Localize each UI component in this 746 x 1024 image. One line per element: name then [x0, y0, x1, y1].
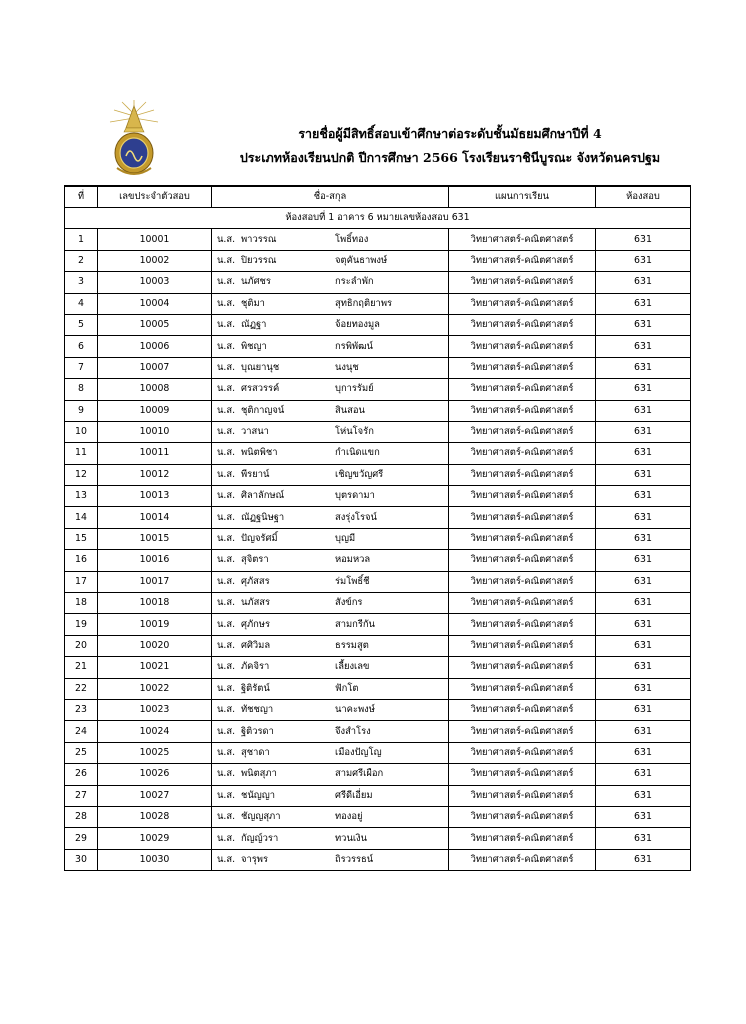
document-subtitle: ประเภทห้องเรียนปกติ ปีการศึกษา 2566 โรงเรียนราชินีบูรณะ จังหวัดนครปฐม [239, 150, 661, 165]
cell-no: 24 [65, 721, 98, 742]
first-name: ปิยวรรณ [241, 254, 277, 266]
name-prefix: น.ส. [217, 575, 236, 587]
table-row [65, 785, 691, 806]
table-row [65, 336, 691, 357]
cell-study-plan: วิทยาศาสตร์-คณิตศาสตร์ [449, 764, 596, 785]
name-prefix: น.ส. [217, 554, 236, 566]
table-row [65, 357, 691, 378]
table-row [65, 250, 691, 271]
first-name: ชัญญสุภา [241, 811, 281, 823]
last-name: ทวนเงิน [335, 832, 368, 844]
table-row [65, 764, 691, 785]
last-name: บุตรดามา [335, 490, 375, 502]
last-name: สุทธิกฤติยาพร [335, 297, 393, 309]
column-header-no: ที่ [65, 186, 98, 208]
last-name: สงรุ่งโรจน์ [335, 511, 377, 523]
last-name: จึงสำโรง [335, 725, 371, 737]
last-name: จ้อยทองมูล [335, 319, 380, 331]
cell-exam-room: 631 [596, 571, 691, 592]
cell-exam-id: 10011 [98, 443, 212, 464]
cell-exam-room: 631 [596, 486, 691, 507]
cell-no: 5 [65, 314, 98, 335]
table-row [65, 486, 691, 507]
cell-study-plan: วิทยาศาสตร์-คณิตศาสตร์ [449, 699, 596, 720]
last-name: กำเนิดแขก [335, 447, 380, 459]
section-title: ห้องสอบที่ 1 อาคาร 6 หมายเลขห้องสอบ 631 [65, 208, 691, 229]
name-prefix: น.ส. [217, 490, 236, 502]
name-prefix: น.ส. [217, 340, 236, 352]
cell-exam-id: 10001 [98, 229, 212, 250]
table-row [65, 443, 691, 464]
cell-study-plan: วิทยาศาสตร์-คณิตศาสตร์ [449, 828, 596, 849]
cell-study-plan: วิทยาศาสตร์-คณิตศาสตร์ [449, 528, 596, 549]
first-name: วาสนา [241, 426, 269, 438]
cell-exam-id: 10028 [98, 806, 212, 827]
cell-name [212, 678, 449, 699]
cell-name [212, 764, 449, 785]
cell-no: 10 [65, 421, 98, 442]
cell-exam-room: 631 [596, 250, 691, 271]
applicant-table [64, 185, 691, 871]
cell-name [212, 571, 449, 592]
name-prefix: น.ส. [217, 832, 236, 844]
first-name: จารุพร [241, 853, 269, 865]
cell-name [212, 785, 449, 806]
table-row [65, 272, 691, 293]
table-row [65, 293, 691, 314]
table-row [65, 699, 691, 720]
last-name: ถิรวรรธน์ [335, 853, 374, 865]
name-prefix: น.ส. [217, 468, 236, 480]
cell-no: 29 [65, 828, 98, 849]
last-name: นาคะพงษ์ [335, 704, 375, 716]
cell-no: 28 [65, 806, 98, 827]
cell-no: 26 [65, 764, 98, 785]
first-name: นภัศชร [241, 276, 271, 288]
last-name: บุการรัมย์ [335, 383, 374, 395]
cell-study-plan: วิทยาศาสตร์-คณิตศาสตร์ [449, 421, 596, 442]
cell-exam-room: 631 [596, 614, 691, 635]
first-name: ชุติกาญจน์ [241, 404, 285, 416]
cell-no: 23 [65, 699, 98, 720]
name-prefix: น.ส. [217, 447, 236, 459]
column-header-exam-id: เลขประจำตัวสอบ [98, 186, 212, 208]
cell-no: 21 [65, 657, 98, 678]
cell-name [212, 699, 449, 720]
cell-exam-room: 631 [596, 357, 691, 378]
name-prefix: น.ส. [217, 254, 236, 266]
cell-no: 6 [65, 336, 98, 357]
cell-exam-room: 631 [596, 421, 691, 442]
cell-study-plan: วิทยาศาสตร์-คณิตศาสตร์ [449, 336, 596, 357]
table-row [65, 806, 691, 827]
cell-no: 22 [65, 678, 98, 699]
first-name: ฐิติวรดา [241, 725, 274, 737]
cell-exam-room: 631 [596, 229, 691, 250]
cell-exam-id: 10013 [98, 486, 212, 507]
cell-exam-room: 631 [596, 806, 691, 827]
cell-exam-room: 631 [596, 528, 691, 549]
cell-no: 20 [65, 635, 98, 656]
first-name: ชนัญญา [241, 789, 276, 801]
cell-study-plan: วิทยาศาสตร์-คณิตศาสตร์ [449, 657, 596, 678]
cell-exam-id: 10016 [98, 550, 212, 571]
cell-exam-room: 631 [596, 464, 691, 485]
first-name: ภัคจิรา [241, 661, 270, 673]
cell-exam-id: 10025 [98, 742, 212, 763]
name-prefix: น.ส. [217, 661, 236, 673]
last-name: ฟักโต [335, 682, 359, 694]
name-prefix: น.ส. [217, 319, 236, 331]
cell-name [212, 593, 449, 614]
last-name: หอมหวล [335, 554, 371, 566]
first-name: ณัฏฐนิษฐา [241, 511, 285, 523]
last-name: เลี้ยงเลข [335, 661, 370, 673]
cell-exam-id: 10019 [98, 614, 212, 635]
first-name: ศุภัสสร [241, 575, 270, 587]
cell-no: 11 [65, 443, 98, 464]
cell-exam-id: 10008 [98, 379, 212, 400]
cell-name [212, 443, 449, 464]
cell-name [212, 828, 449, 849]
last-name: ศรีดีเอี่ยม [335, 789, 373, 801]
cell-exam-id: 10002 [98, 250, 212, 271]
cell-exam-room: 631 [596, 657, 691, 678]
cell-no: 18 [65, 593, 98, 614]
name-prefix: น.ส. [217, 811, 236, 823]
cell-exam-room: 631 [596, 593, 691, 614]
cell-no: 27 [65, 785, 98, 806]
cell-exam-room: 631 [596, 721, 691, 742]
cell-study-plan: วิทยาศาสตร์-คณิตศาสตร์ [449, 635, 596, 656]
cell-study-plan: วิทยาศาสตร์-คณิตศาสตร์ [449, 314, 596, 335]
last-name: เชิญขวัญศรี [335, 468, 384, 480]
cell-exam-id: 10030 [98, 849, 212, 870]
cell-exam-id: 10020 [98, 635, 212, 656]
first-name: พนิตพิชา [241, 447, 278, 459]
table-row [65, 849, 691, 870]
last-name: สินสอน [335, 404, 365, 416]
cell-exam-room: 631 [596, 785, 691, 806]
cell-exam-id: 10029 [98, 828, 212, 849]
cell-exam-id: 10027 [98, 785, 212, 806]
cell-name [212, 721, 449, 742]
first-name: ศศิวิมล [241, 640, 271, 651]
cell-study-plan: วิทยาศาสตร์-คณิตศาสตร์ [449, 250, 596, 271]
table-header-row [65, 186, 691, 208]
table-row [65, 229, 691, 250]
table-row [65, 379, 691, 400]
table-row [65, 550, 691, 571]
document-title: รายชื่อผู้มีสิทธิ์สอบเข้าศึกษาต่อระดับชั้นมัธยมศึกษาปีที่ 4 [298, 126, 602, 141]
first-name: ชุติมา [241, 297, 265, 309]
table-row [65, 593, 691, 614]
first-name: ณัฏฐา [241, 319, 267, 331]
cell-exam-id: 10006 [98, 336, 212, 357]
name-prefix: น.ส. [217, 725, 236, 737]
cell-no: 1 [65, 229, 98, 250]
cell-no: 3 [65, 272, 98, 293]
name-prefix: น.ส. [217, 789, 236, 801]
cell-exam-id: 10017 [98, 571, 212, 592]
cell-exam-room: 631 [596, 314, 691, 335]
cell-name [212, 614, 449, 635]
cell-exam-room: 631 [596, 400, 691, 421]
cell-no: 13 [65, 486, 98, 507]
cell-study-plan: วิทยาศาสตร์-คณิตศาสตร์ [449, 742, 596, 763]
first-name: พิชญา [241, 340, 267, 352]
cell-exam-room: 631 [596, 272, 691, 293]
cell-exam-id: 10015 [98, 528, 212, 549]
first-name: นภัสสร [241, 597, 271, 609]
cell-exam-id: 10007 [98, 357, 212, 378]
cell-exam-room: 631 [596, 699, 691, 720]
cell-exam-room: 631 [596, 635, 691, 656]
cell-exam-id: 10009 [98, 400, 212, 421]
table-row [65, 828, 691, 849]
cell-exam-id: 10004 [98, 293, 212, 314]
name-prefix: น.ส. [217, 233, 236, 245]
cell-name [212, 336, 449, 357]
cell-exam-room: 631 [596, 293, 691, 314]
cell-exam-room: 631 [596, 336, 691, 357]
name-prefix: น.ส. [217, 426, 236, 438]
cell-study-plan: วิทยาศาสตร์-คณิตศาสตร์ [449, 571, 596, 592]
cell-study-plan: วิทยาศาสตร์-คณิตศาสตร์ [449, 593, 596, 614]
last-name: สามศรีเผือก [335, 768, 384, 780]
cell-exam-room: 631 [596, 764, 691, 785]
name-prefix: น.ส. [217, 276, 236, 288]
name-prefix: น.ส. [217, 597, 236, 609]
cell-name [212, 357, 449, 378]
column-header-study-plan: แผนการเรียน [449, 186, 596, 208]
cell-study-plan: วิทยาศาสตร์-คณิตศาสตร์ [449, 550, 596, 571]
cell-name [212, 742, 449, 763]
last-name: ทองอยู่ [335, 811, 363, 823]
cell-study-plan: วิทยาศาสตร์-คณิตศาสตร์ [449, 614, 596, 635]
last-name: ธรรมสูต [335, 640, 369, 651]
cell-exam-room: 631 [596, 550, 691, 571]
name-prefix: น.ส. [217, 768, 236, 780]
cell-name [212, 528, 449, 549]
cell-study-plan: วิทยาศาสตร์-คณิตศาสตร์ [449, 293, 596, 314]
table-row [65, 657, 691, 678]
last-name: โห่นโจรัก [335, 426, 374, 438]
cell-no: 15 [65, 528, 98, 549]
cell-name [212, 421, 449, 442]
cell-exam-id: 10005 [98, 314, 212, 335]
table-row [65, 507, 691, 528]
last-name: นงนุช [335, 361, 359, 373]
cell-exam-room: 631 [596, 828, 691, 849]
name-prefix: น.ส. [217, 511, 236, 523]
cell-no: 19 [65, 614, 98, 635]
cell-study-plan: วิทยาศาสตร์-คณิตศาสตร์ [449, 272, 596, 293]
table-row [65, 400, 691, 421]
name-prefix: น.ส. [217, 853, 236, 865]
cell-no: 16 [65, 550, 98, 571]
last-name: สังข์กร [335, 597, 363, 609]
cell-no: 14 [65, 507, 98, 528]
cell-exam-id: 10012 [98, 464, 212, 485]
cell-exam-id: 10003 [98, 272, 212, 293]
cell-study-plan: วิทยาศาสตร์-คณิตศาสตร์ [449, 806, 596, 827]
cell-exam-id: 10022 [98, 678, 212, 699]
name-prefix: น.ส. [217, 704, 236, 716]
cell-name [212, 379, 449, 400]
first-name: ศรสวรรค์ [241, 383, 280, 395]
last-name: กรพิพัฒน์ [335, 340, 373, 352]
column-header-exam-room: ห้องสอบ [596, 186, 691, 208]
last-name: กระลำพัก [335, 276, 374, 288]
cell-exam-room: 631 [596, 379, 691, 400]
section-header-row [65, 208, 691, 229]
cell-study-plan: วิทยาศาสตร์-คณิตศาสตร์ [449, 443, 596, 464]
cell-exam-room: 631 [596, 849, 691, 870]
cell-name [212, 400, 449, 421]
cell-name [212, 507, 449, 528]
cell-name [212, 464, 449, 485]
first-name: ฐิติรัตน์ [241, 682, 270, 694]
cell-no: 8 [65, 379, 98, 400]
cell-name [212, 635, 449, 656]
table-row [65, 464, 691, 485]
cell-no: 4 [65, 293, 98, 314]
name-prefix: น.ส. [217, 640, 236, 651]
first-name: สุจิตรา [241, 554, 269, 566]
cell-exam-id: 10024 [98, 721, 212, 742]
name-prefix: น.ส. [217, 682, 236, 694]
first-name: บุณยานุช [241, 361, 280, 373]
name-prefix: น.ส. [217, 746, 236, 758]
cell-study-plan: วิทยาศาสตร์-คณิตศาสตร์ [449, 464, 596, 485]
cell-study-plan: วิทยาศาสตร์-คณิตศาสตร์ [449, 357, 596, 378]
school-emblem-logo [108, 98, 160, 180]
table-row [65, 421, 691, 442]
cell-exam-room: 631 [596, 742, 691, 763]
cell-name [212, 229, 449, 250]
cell-study-plan: วิทยาศาสตร์-คณิตศาสตร์ [449, 486, 596, 507]
cell-name [212, 250, 449, 271]
first-name: ศุภักษร [241, 618, 271, 630]
last-name: ร่มโพธิ์ชี [335, 575, 370, 587]
last-name: โพธิ์ทอง [335, 233, 369, 245]
name-prefix: น.ส. [217, 361, 236, 373]
first-name: กัญญ์วรา [241, 832, 279, 844]
cell-name [212, 849, 449, 870]
cell-name [212, 272, 449, 293]
cell-exam-room: 631 [596, 507, 691, 528]
table-row [65, 678, 691, 699]
first-name: พนิตสุภา [241, 768, 277, 780]
cell-no: 7 [65, 357, 98, 378]
cell-name [212, 657, 449, 678]
first-name: พาวรรณ [241, 233, 277, 245]
table-row [65, 314, 691, 335]
last-name: จตุคันธาพงษ์ [335, 254, 388, 266]
table-row [65, 614, 691, 635]
cell-no: 2 [65, 250, 98, 271]
cell-name [212, 806, 449, 827]
name-prefix: น.ส. [217, 297, 236, 309]
table-row [65, 571, 691, 592]
column-header-name: ชื่อ-สกุล [212, 186, 449, 208]
first-name: สุชาดา [241, 746, 270, 758]
cell-no: 25 [65, 742, 98, 763]
name-prefix: น.ส. [217, 404, 236, 416]
name-prefix: น.ส. [217, 383, 236, 395]
cell-exam-id: 10021 [98, 657, 212, 678]
cell-study-plan: วิทยาศาสตร์-คณิตศาสตร์ [449, 229, 596, 250]
cell-exam-room: 631 [596, 678, 691, 699]
cell-no: 30 [65, 849, 98, 870]
last-name: สามกรีกัน [335, 618, 375, 630]
cell-study-plan: วิทยาศาสตร์-คณิตศาสตร์ [449, 507, 596, 528]
cell-exam-id: 10023 [98, 699, 212, 720]
table-row [65, 635, 691, 656]
first-name: ศิลาลักษณ์ [241, 490, 285, 502]
first-name: ปัญจรัศมิ์ [241, 533, 278, 545]
cell-no: 17 [65, 571, 98, 592]
cell-name [212, 550, 449, 571]
cell-name [212, 293, 449, 314]
cell-no: 9 [65, 400, 98, 421]
last-name: เมืองปัญโญ [335, 746, 382, 758]
cell-study-plan: วิทยาศาสตร์-คณิตศาสตร์ [449, 721, 596, 742]
cell-study-plan: วิทยาศาสตร์-คณิตศาสตร์ [449, 678, 596, 699]
cell-exam-id: 10010 [98, 421, 212, 442]
cell-name [212, 486, 449, 507]
cell-name [212, 314, 449, 335]
cell-study-plan: วิทยาศาสตร์-คณิตศาสตร์ [449, 785, 596, 806]
cell-study-plan: วิทยาศาสตร์-คณิตศาสตร์ [449, 849, 596, 870]
name-prefix: น.ส. [217, 533, 236, 545]
last-name: บุญมี [335, 533, 356, 545]
first-name: ทัชชญา [241, 704, 274, 716]
table-row [65, 528, 691, 549]
table-row [65, 721, 691, 742]
cell-study-plan: วิทยาศาสตร์-คณิตศาสตร์ [449, 400, 596, 421]
cell-study-plan: วิทยาศาสตร์-คณิตศาสตร์ [449, 379, 596, 400]
cell-exam-id: 10026 [98, 764, 212, 785]
cell-exam-room: 631 [596, 443, 691, 464]
first-name: พีรยาน์ [241, 468, 270, 480]
cell-exam-id: 10018 [98, 593, 212, 614]
name-prefix: น.ส. [217, 618, 236, 630]
cell-no: 12 [65, 464, 98, 485]
cell-exam-id: 10014 [98, 507, 212, 528]
table-row [65, 742, 691, 763]
